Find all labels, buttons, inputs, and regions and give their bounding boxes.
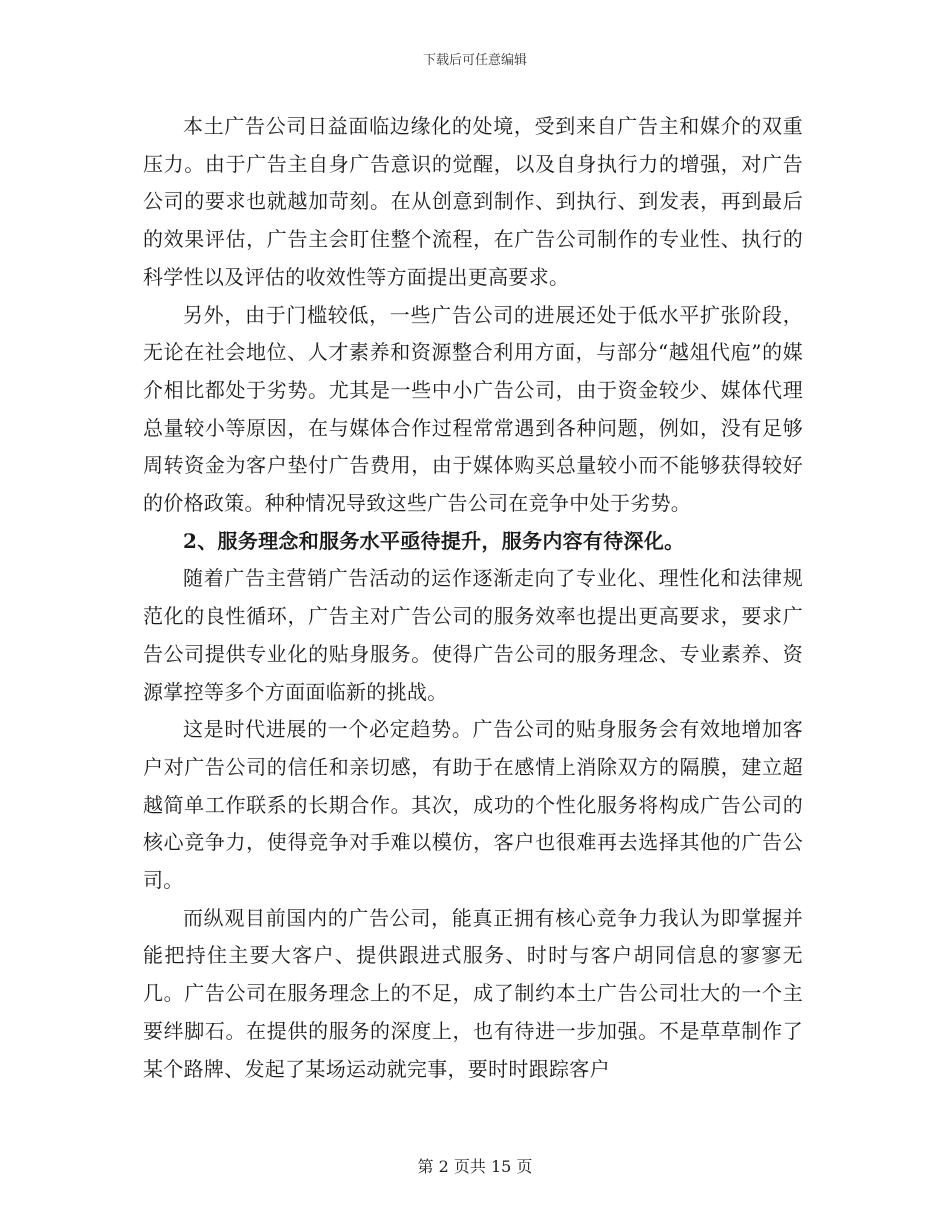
section-heading: 2、服务理念和服务水平亟待提升，服务内容有待深化。 [183, 528, 685, 553]
page-number: 第 2 页共 15 页 [417, 1157, 533, 1176]
page-header: 下载后可任意编辑 [422, 53, 527, 68]
paragraph: 这是时代进展的一个必定趋势。广告公司的贴身服务会有效地增加客户对广告公司的信任和亲切感，有助于在感情上消除双方的隔膜，建立超越简单工作联系的长期合作。其次，成功的个性化服务将构成广告公司的核心竞争力，使得竞争对手难以模仿，客户也很难再去选择其他的广告公司。 [143, 717, 803, 893]
document-body [143, 108, 803, 1088]
paragraph: 本土广告公司日益面临边缘化的处境，受到来自广告主和媒介的双重压力。由于广告主自身广告意识的觉醒，以及自身执行力的增强，对广告公司的要求也就越加苛刻。在从创意到制作、到执行、到发表，再到最后的效果评估，广告主会盯住整个流程，在广告公司制作的专业性、执行的科学性以及评估的收效性等方面提出更高要求。 [143, 114, 803, 289]
paragraph: 而纵观目前国内的广告公司，能真正拥有核心竞争力我认为即掌握并能把持住主要大客户、提供跟进式服务、时时与客户胡同信息的寥寥无几。广告公司在服务理念上的不足，成了制约本土广告公司壮大的一个主要绊脚石。在提供的服务的深度上，也有待进一步加强。不是草草制作了某个路牌、发起了某场运动就完事，要时时跟踪客户 [143, 905, 803, 1081]
paragraph: 另外，由于门槛较低，一些广告公司的进展还处于低水平扩张阶段，无论在社会地位、人才素养和资源整合利用方面，与部分“越俎代庖”的媒介相比都处于劣势。尤其是一些中小广告公司，由于资金较少、媒体代理总量较小等原因，在与媒体合作过程常常遇到各种问题，例如，没有足够周转资金为客户垫付广告费用，由于媒体购买总量较小而不能够获得较好的价格政策。种种情况导致这些广告公司在竞争中处于劣势。 [143, 302, 803, 516]
paragraph: 随着广告主营销广告活动的运作逐渐走向了专业化、理性化和法律规范化的良性循环，广告主对广告公司的服务效率也提出更高要求，要求广告公司提供专业化的贴身服务。使得广告公司的服务理念、专业素养、资源掌控等多个方面面临新的挑战。 [143, 566, 803, 704]
